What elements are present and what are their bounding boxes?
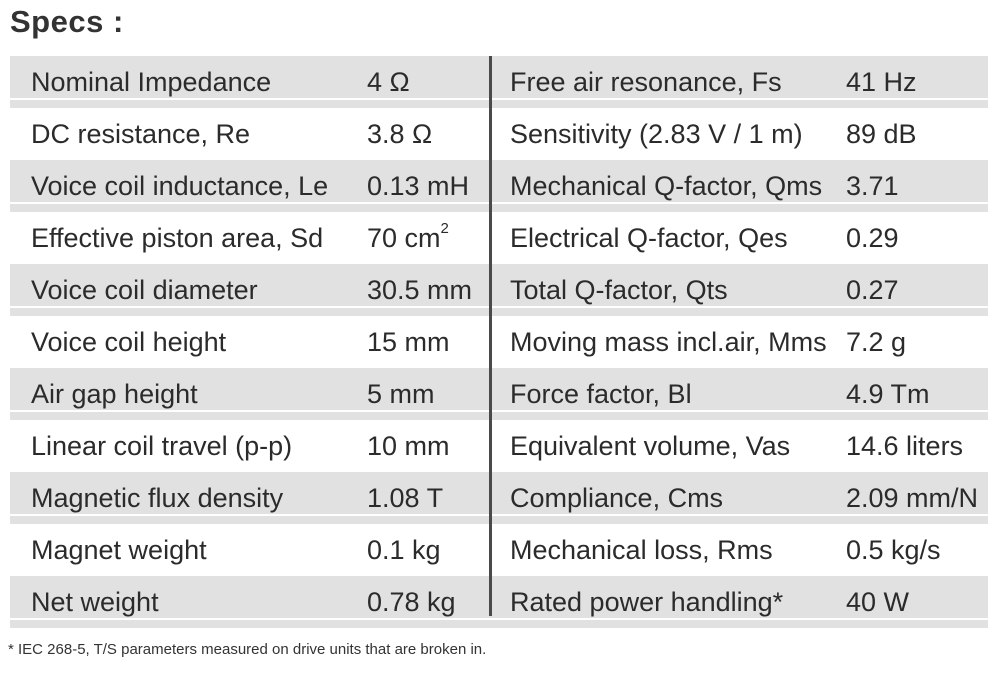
spec-label: Moving mass incl.air, Mms [510,327,827,357]
spec-value: 0.78 kg [367,587,456,617]
spec-value: 4.9 Tm [846,379,930,409]
page-title: Specs : [10,4,124,39]
spec-value: 30.5 mm [367,275,473,305]
table-row [10,212,988,264]
column-divider [489,56,492,616]
spec-value: 3.8 Ω [367,119,433,149]
table-row [10,264,988,316]
table-row [10,420,988,472]
spec-label: Voice coil diameter [31,275,258,305]
spec-value: 0.1 kg [367,535,441,565]
specs-table [10,56,988,628]
spec-label: Mechanical Q-factor, Qms [510,171,823,201]
spec-value-text: 70 cm [367,223,441,253]
spec-label: Voice coil inductance, Le [31,171,329,201]
spec-label: Sensitivity (2.83 V / 1 m) [510,119,803,149]
table-row [10,368,988,420]
spec-value: 0.5 kg/s [846,535,941,565]
spec-value: 2.09 mm/N [846,483,979,513]
footnote: * IEC 268-5, T/S parameters measured on drive units that are broken in. [8,641,487,658]
spec-value: 89 dB [846,119,917,149]
spec-value: 40 W [846,587,910,617]
spec-value: 0.27 [846,275,899,305]
spec-value: 1.08 T [367,483,444,513]
table-row [10,524,988,576]
spec-label: Net weight [31,587,159,617]
spec-label: Air gap height [31,379,198,409]
spec-label: Free air resonance, Fs [510,67,782,97]
spec-value: 0.13 mH [367,171,470,201]
table-row [10,472,988,524]
spec-label: Rated power handling* [510,587,784,617]
superscript: 2 [440,220,449,237]
table-row [10,316,988,368]
spec-value [367,212,449,264]
spec-value: 0.29 [846,223,899,253]
spec-label: Electrical Q-factor, Qes [510,223,788,253]
spec-value: 41 Hz [846,67,917,97]
spec-value: 14.6 liters [846,431,964,461]
spec-value: 7.2 g [846,327,907,357]
spec-label: Voice coil height [31,327,227,357]
spec-label: DC resistance, Re [31,119,251,149]
spec-label: Magnet weight [31,535,207,565]
spec-label: Equivalent volume, Vas [510,431,791,461]
spec-label: Force factor, Bl [510,379,692,409]
spec-label: Linear coil travel (p-p) [31,431,293,461]
spec-value: 3.71 [846,171,899,201]
spec-value: 4 Ω [367,67,410,97]
spec-value: 15 mm [367,327,450,357]
table-row [10,576,988,628]
spec-value: 10 mm [367,431,450,461]
table-row [10,108,988,160]
table-row [10,160,988,212]
spec-label: Effective piston area, Sd [31,223,324,253]
spec-label: Mechanical loss, Rms [510,535,773,565]
spec-label: Compliance, Cms [510,483,724,513]
table-row [10,56,988,108]
spec-label: Nominal Impedance [31,67,272,97]
spec-label: Total Q-factor, Qts [510,275,728,305]
spec-value: 5 mm [367,379,435,409]
spec-label: Magnetic flux density [31,483,284,513]
